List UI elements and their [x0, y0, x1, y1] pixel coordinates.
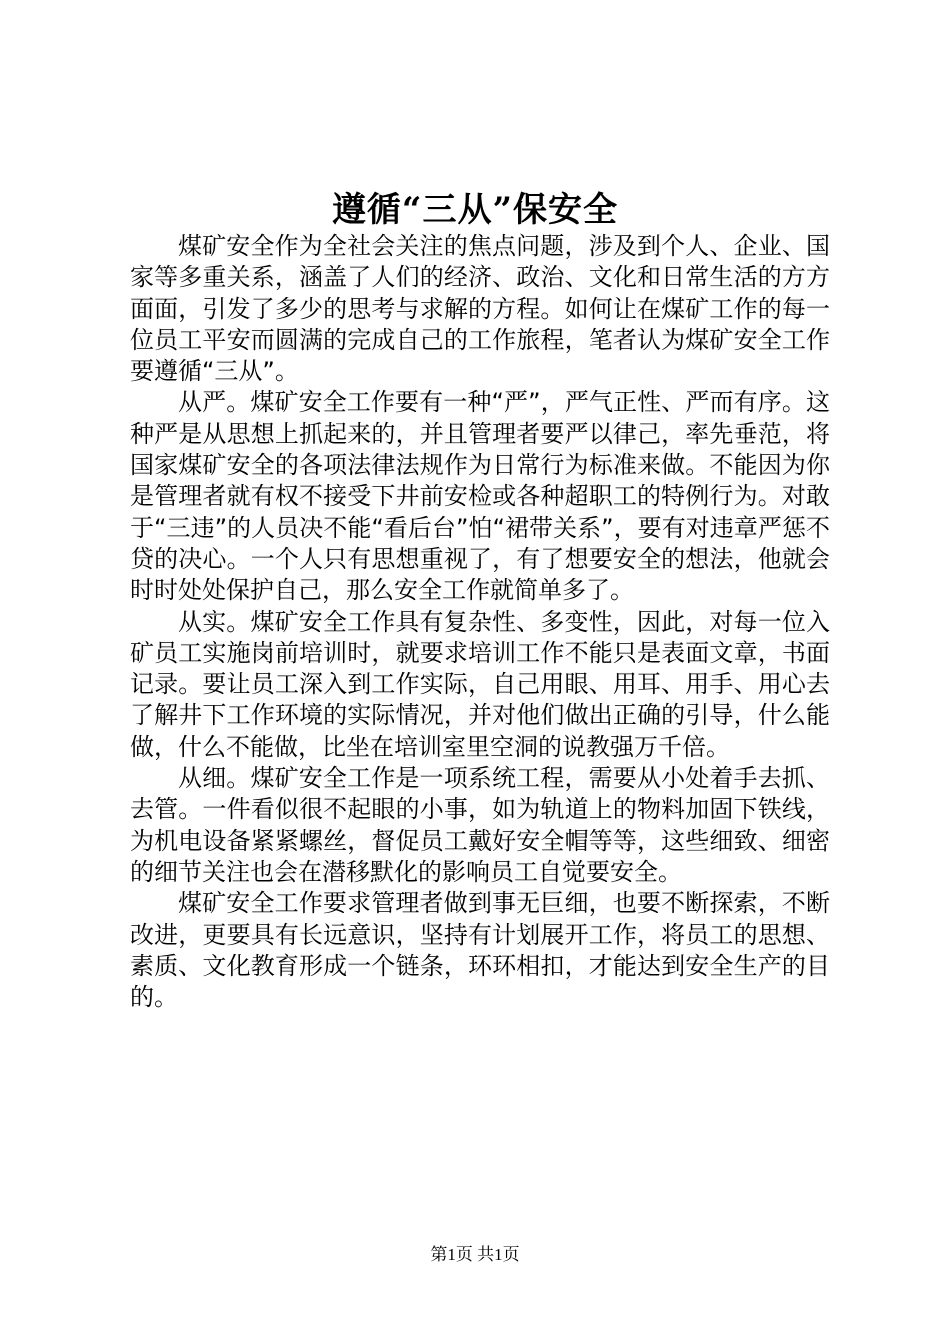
page-title: 遵循“三从”保安全 [331, 190, 619, 230]
document-body [130, 231, 830, 1013]
paragraph-intro: 煤矿安全作为全社会关注的焦点问题，涉及到个人、企业、国家等多重关系，涵盖了人们的经济、政治、文化和日常生活的方方面面，引发了多少的思考与求解的方程。如何让在煤矿工作的每一位员工平安而圆满的完成自己的工作旅程，笔者认为煤矿安全工作要遵循“三从”。 [130, 232, 830, 386]
paragraph-conclusion: 煤矿安全工作要求管理者做到事无巨细，也要不断探索，不断改进，更要具有长远意识，坚持有计划展开工作，将员工的思想、素质、文化教育形成一个链条，环环相扣，才能达到安全生产的目的。 [130, 889, 830, 1012]
paragraph-practical: 从实。煤矿安全工作具有复杂性、多变性，因此，对每一位入矿员工实施岗前培训时，就要求培训工作不能只是表面文章，书面记录。要让员工深入到工作实际，自己用眼、用耳、用手、用心去了解井下工作环境的实际情况，并对他们做出正确的引导，什么能做，什么不能做，比坐在培训室里空洞的说教强万千倍。 [130, 607, 830, 761]
paragraph-detail: 从细。煤矿安全工作是一项系统工程，需要从小处着手去抓、去管。一件看似很不起眼的小事，如为轨道上的物料加固下铁线，为机电设备紧紧螺丝，督促员工戴好安全帽等等，这些细致、细密的细节关注也会在潜移默化的影响员工自觉要安全。 [130, 764, 830, 886]
paragraph-strict: 从严。煤矿安全工作要有一种“严”，严气正性、严而有序。这种严是从思想上抓起来的，并且管理者要严以律己，率先垂范，将国家煤矿安全的各项法律法规作为日常行为标准来做。不能因为你是管理者就有权不接受下井前安检或各种超职工的特例行为。对敢于“三违”的人员决不能“看后台”怕“裙带关系”，要有对违章严惩不贷的决心。一个人只有思想重视了，有了想要安全的想法，他就会时时处处保护自己，那么安全工作就简单多了。 [130, 388, 830, 605]
page-number-footer: 第1页 共1页 [430, 1245, 520, 1264]
